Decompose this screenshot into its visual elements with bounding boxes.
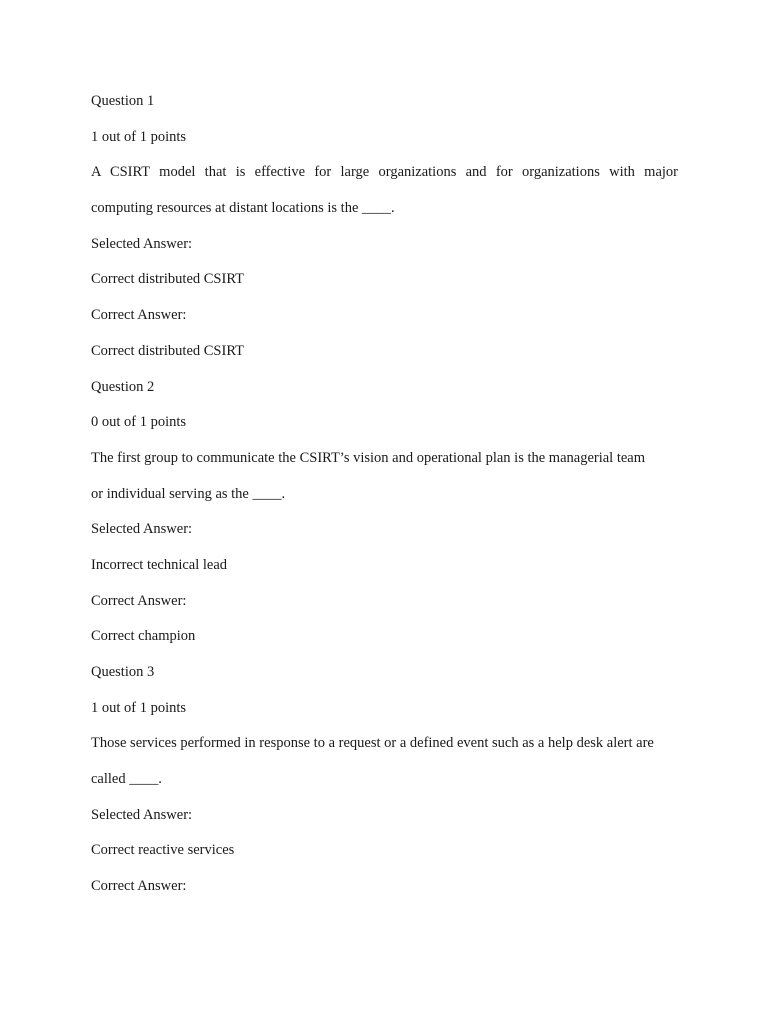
question-text-line: or individual serving as the ____. (91, 485, 286, 502)
question-text-line: Those services performed in response to a request or a defined event such as a help desk alert are (91, 735, 654, 752)
question-text-line: computing resources at distant locations is the ____. (91, 200, 395, 217)
correct-answer-value: Correct champion (91, 628, 196, 645)
correct-answer-label: Correct Answer: (91, 878, 187, 895)
question-score: 1 out of 1 points (91, 699, 187, 716)
question-text-line: A CSIRT model that is effective for large organizations and for organizations with major (91, 164, 678, 181)
selected-answer-value: Correct distributed CSIRT (91, 271, 244, 288)
selected-answer-value: Incorrect technical lead (91, 556, 228, 573)
selected-answer-label: Selected Answer: (91, 521, 193, 538)
question-title: Question 2 (91, 378, 155, 395)
document-page (91, 84, 678, 905)
selected-answer-value: Correct reactive services (91, 842, 235, 859)
question-score: 1 out of 1 points (91, 128, 187, 145)
question-text-line: The first group to communicate the CSIRT’s vision and operational plan is the managerial team (91, 449, 646, 466)
selected-answer-label: Selected Answer: (91, 235, 193, 252)
question-title: Question 3 (91, 664, 155, 680)
question-score: 0 out of 1 points (91, 414, 187, 431)
question-title: Question 1 (91, 93, 155, 109)
question-text-line: called ____. (91, 771, 162, 788)
correct-answer-label: Correct Answer: (91, 592, 187, 609)
correct-answer-value: Correct distributed CSIRT (91, 342, 244, 359)
correct-answer-label: Correct Answer: (91, 307, 187, 324)
selected-answer-label: Selected Answer: (91, 806, 193, 823)
